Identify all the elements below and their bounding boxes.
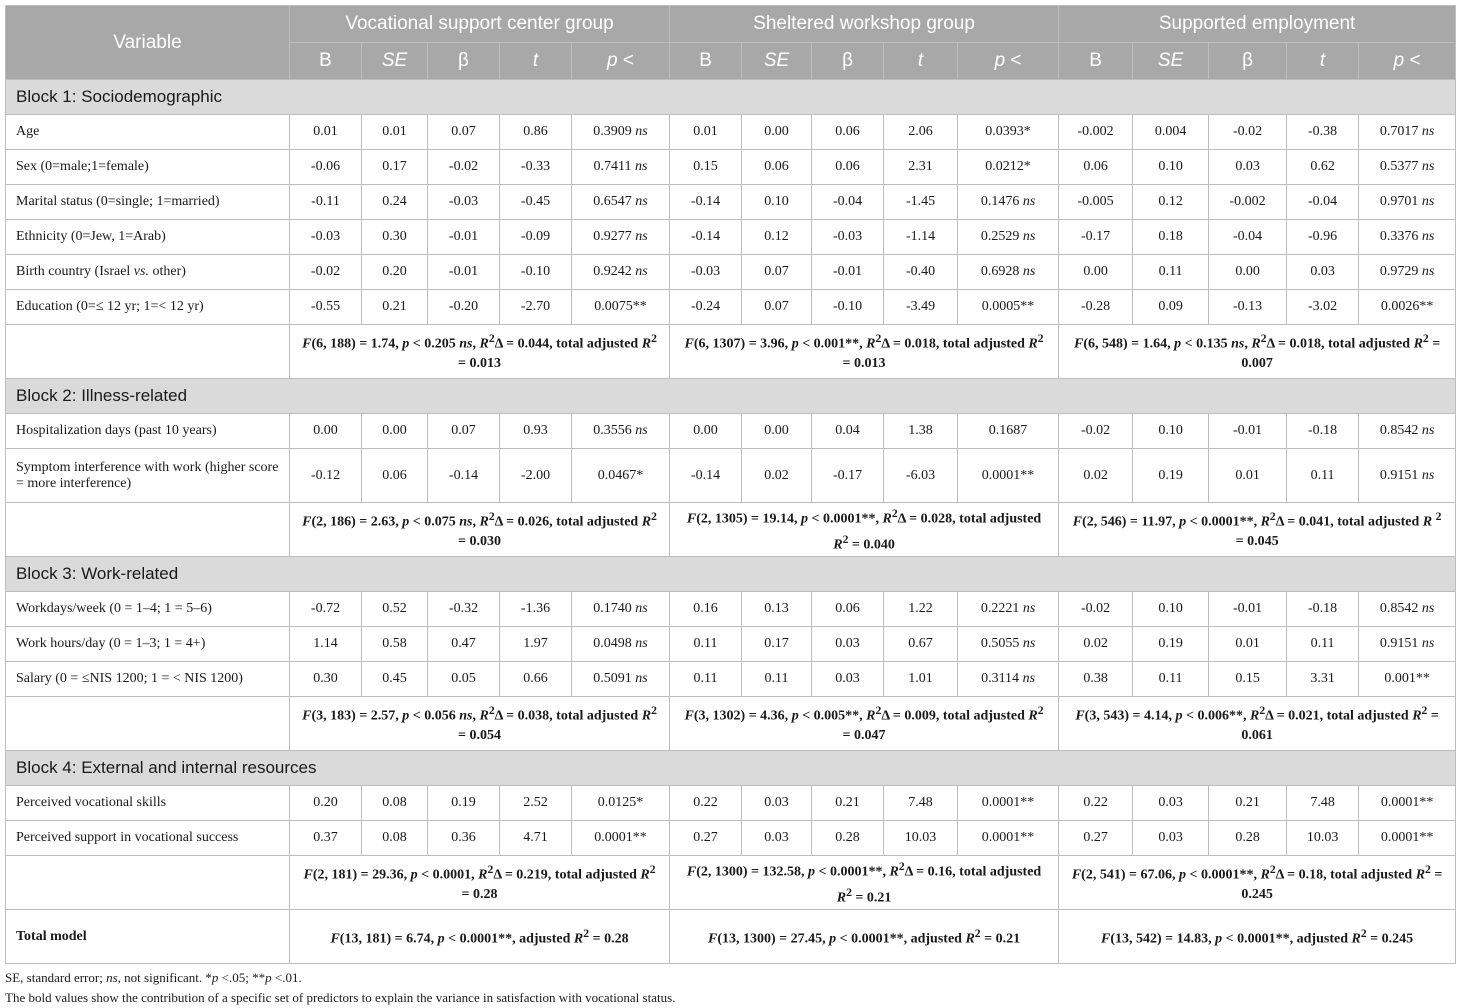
cell-p-group-2: 0.3114 ns xyxy=(958,662,1059,697)
cell-beta-group-2: 0.06 xyxy=(812,150,884,185)
cell-p-group-2: 0.2529 ns xyxy=(958,220,1059,255)
cell-b-group-2: 0.16 xyxy=(670,592,742,627)
cell-beta-group-3: 0.21 xyxy=(1209,786,1287,821)
cell-t-group-2: 7.48 xyxy=(884,786,958,821)
cell-se-group-3: 0.19 xyxy=(1133,449,1209,503)
total-model-group-1: F(13, 181) = 6.74, p < 0.0001**, adjusted $R^2 = 0.28$ xyxy=(290,910,670,964)
cell-se-group-2: 0.06 xyxy=(742,150,812,185)
block-header-row xyxy=(6,751,1456,786)
cell-beta-group-1: -0.03 xyxy=(428,185,500,220)
block-title: Block 1: Sociodemographic xyxy=(6,80,1456,115)
cell-se-group-3: 0.10 xyxy=(1133,592,1209,627)
cell-b-group-2: 0.11 xyxy=(670,662,742,697)
cell-t-group-2: 1.01 xyxy=(884,662,958,697)
cell-t-group-1: 4.71 xyxy=(500,821,572,856)
cell-t-group-1: -0.33 xyxy=(500,150,572,185)
block-summary-row xyxy=(6,503,1456,557)
header-variable: Variable xyxy=(6,6,290,80)
cell-b-group-3: 0.06 xyxy=(1059,150,1133,185)
cell-b-group-3: -0.28 xyxy=(1059,290,1133,325)
cell-se-group-1: 0.45 xyxy=(362,662,428,697)
cell-beta-group-3: -0.002 xyxy=(1209,185,1287,220)
cell-beta-group-2: 0.21 xyxy=(812,786,884,821)
cell-t-group-2: -1.45 xyxy=(884,185,958,220)
cell-b-group-2: -0.03 xyxy=(670,255,742,290)
cell-t-group-3: -0.18 xyxy=(1287,592,1359,627)
summary-empty-cell xyxy=(6,697,290,751)
cell-b-group-3: -0.002 xyxy=(1059,115,1133,150)
block-summary-row xyxy=(6,856,1456,910)
cell-b-group-1: 0.00 xyxy=(290,414,362,449)
cell-p-group-3: 0.0001** xyxy=(1359,821,1456,856)
cell-t-group-3: -0.38 xyxy=(1287,115,1359,150)
cell-p-group-3: 0.5377 ns xyxy=(1359,150,1456,185)
cell-beta-group-2: -0.10 xyxy=(812,290,884,325)
cell-b-group-2: -0.14 xyxy=(670,220,742,255)
row-variable-label: Hospitalization days (past 10 years) xyxy=(6,414,290,449)
cell-beta-group-2: 0.06 xyxy=(812,592,884,627)
cell-se-group-3: 0.12 xyxy=(1133,185,1209,220)
total-model-group-3: F(13, 542) = 14.83, p < 0.0001**, adjusted $R^2 = 0.245$ xyxy=(1059,910,1456,964)
cell-se-group-2: 0.03 xyxy=(742,821,812,856)
cell-p-group-2: 0.0005** xyxy=(958,290,1059,325)
cell-t-group-2: -3.49 xyxy=(884,290,958,325)
cell-b-group-2: 0.27 xyxy=(670,821,742,856)
cell-p-group-1: 0.0125* xyxy=(572,786,670,821)
block-summary-group-3: F(2, 541) = 67.06, p < 0.0001**, $R^2\Delta = 0.18$, total adjusted $R^2 = 0.245$ xyxy=(1059,856,1456,910)
cell-t-group-3: -0.04 xyxy=(1287,185,1359,220)
cell-p-group-3: 0.9151 ns xyxy=(1359,627,1456,662)
summary-empty-cell xyxy=(6,325,290,379)
cell-b-group-2: 0.22 xyxy=(670,786,742,821)
cell-se-group-3: 0.03 xyxy=(1133,821,1209,856)
table-row xyxy=(6,592,1456,627)
cell-p-group-2: 0.0001** xyxy=(958,821,1059,856)
header-group-vocational-support: Vocational support center group xyxy=(290,6,670,43)
cell-beta-group-2: 0.28 xyxy=(812,821,884,856)
cell-b-group-1: -0.02 xyxy=(290,255,362,290)
table-row xyxy=(6,290,1456,325)
cell-beta-group-1: 0.07 xyxy=(428,115,500,150)
cell-b-group-3: 0.38 xyxy=(1059,662,1133,697)
cell-beta-group-1: -0.01 xyxy=(428,255,500,290)
cell-p-group-2: 0.1687 xyxy=(958,414,1059,449)
cell-p-group-1: 0.7411 ns xyxy=(572,150,670,185)
header-stat-b-group-3: B xyxy=(1059,43,1133,80)
cell-p-group-1: 0.6547 ns xyxy=(572,185,670,220)
cell-se-group-1: 0.00 xyxy=(362,414,428,449)
row-variable-label: Workdays/week (0 = 1–4; 1 = 5–6) xyxy=(6,592,290,627)
table-footnotes xyxy=(5,968,1455,1008)
cell-p-group-3: 0.8542 ns xyxy=(1359,414,1456,449)
cell-se-group-3: 0.03 xyxy=(1133,786,1209,821)
cell-b-group-1: -0.72 xyxy=(290,592,362,627)
cell-t-group-2: -0.40 xyxy=(884,255,958,290)
header-stat-t-group-2: t xyxy=(884,43,958,80)
cell-beta-group-2: 0.03 xyxy=(812,627,884,662)
cell-p-group-3: 0.001** xyxy=(1359,662,1456,697)
cell-t-group-3: -0.18 xyxy=(1287,414,1359,449)
block-summary-row xyxy=(6,697,1456,751)
table-row xyxy=(6,449,1456,503)
header-stat-b-group-2: B xyxy=(670,43,742,80)
cell-beta-group-3: -0.13 xyxy=(1209,290,1287,325)
regression-table xyxy=(5,5,1456,964)
cell-t-group-1: 0.66 xyxy=(500,662,572,697)
block-summary-group-1: F(2, 181) = 29.36, p < 0.0001, $R^2\Delta = 0.219$, total adjusted $R^2 = 0.28$ xyxy=(290,856,670,910)
block-summary-group-1: F(2, 186) = 2.63, p < 0.075 ns, $R^2\Delta = 0.026$, total adjusted $R^2 = 0.030$ xyxy=(290,503,670,557)
cell-se-group-1: 0.52 xyxy=(362,592,428,627)
footnote-bold-values: The bold values show the contribution of a specific set of predictors to explain the variance in satisfaction with vocational status. xyxy=(5,990,676,1005)
cell-se-group-2: 0.11 xyxy=(742,662,812,697)
cell-beta-group-1: 0.05 xyxy=(428,662,500,697)
cell-t-group-1: -0.45 xyxy=(500,185,572,220)
cell-b-group-2: 0.11 xyxy=(670,627,742,662)
cell-se-group-2: 0.07 xyxy=(742,290,812,325)
cell-se-group-1: 0.06 xyxy=(362,449,428,503)
cell-beta-group-3: -0.01 xyxy=(1209,592,1287,627)
cell-p-group-2: 0.0212* xyxy=(958,150,1059,185)
cell-p-group-2: 0.0001** xyxy=(958,786,1059,821)
header-stat-se-group-3: SE xyxy=(1133,43,1209,80)
cell-b-group-2: -0.14 xyxy=(670,185,742,220)
cell-p-group-1: 0.0001** xyxy=(572,821,670,856)
cell-p-group-1: 0.9277 ns xyxy=(572,220,670,255)
cell-b-group-1: -0.06 xyxy=(290,150,362,185)
cell-p-group-3: 0.7017 ns xyxy=(1359,115,1456,150)
cell-b-group-1: 0.20 xyxy=(290,786,362,821)
table-row xyxy=(6,627,1456,662)
cell-t-group-2: -6.03 xyxy=(884,449,958,503)
header-stat-b-group-1: B xyxy=(290,43,362,80)
cell-b-group-3: 0.27 xyxy=(1059,821,1133,856)
table-row xyxy=(6,255,1456,290)
cell-se-group-3: 0.18 xyxy=(1133,220,1209,255)
cell-beta-group-3: 0.28 xyxy=(1209,821,1287,856)
header-stat-beta-group-1: β xyxy=(428,43,500,80)
cell-se-group-2: 0.02 xyxy=(742,449,812,503)
cell-b-group-2: 0.00 xyxy=(670,414,742,449)
cell-t-group-1: 2.52 xyxy=(500,786,572,821)
cell-t-group-1: -1.36 xyxy=(500,592,572,627)
cell-se-group-1: 0.08 xyxy=(362,821,428,856)
row-variable-label: Perceived support in vocational success xyxy=(6,821,290,856)
block-summary-group-2: F(2, 1300) = 132.58, p < 0.0001**, $R^2\Delta = 0.16$, total adjusted $R^2 = 0.21$ xyxy=(670,856,1059,910)
cell-beta-group-1: -0.20 xyxy=(428,290,500,325)
cell-beta-group-1: -0.01 xyxy=(428,220,500,255)
block-header-row xyxy=(6,379,1456,414)
cell-beta-group-1: 0.19 xyxy=(428,786,500,821)
block-title: Block 2: Illness-related xyxy=(6,379,1456,414)
cell-b-group-1: 0.30 xyxy=(290,662,362,697)
cell-p-group-1: 0.3556 ns xyxy=(572,414,670,449)
table-row xyxy=(6,185,1456,220)
cell-p-group-1: 0.0498 ns xyxy=(572,627,670,662)
block-header-row xyxy=(6,557,1456,592)
table-row xyxy=(6,414,1456,449)
block-summary-group-2: F(6, 1307) = 3.96, p < 0.001**, $R^2\Delta = 0.018$, total adjusted $R^2 = 0.013$ xyxy=(670,325,1059,379)
row-variable-label: Sex (0=male;1=female) xyxy=(6,150,290,185)
cell-t-group-3: -3.02 xyxy=(1287,290,1359,325)
cell-beta-group-3: -0.01 xyxy=(1209,414,1287,449)
cell-p-group-1: 0.3909 ns xyxy=(572,115,670,150)
cell-t-group-2: -1.14 xyxy=(884,220,958,255)
cell-b-group-3: 0.02 xyxy=(1059,627,1133,662)
cell-p-group-2: 0.0001** xyxy=(958,449,1059,503)
total-model-label: Total model xyxy=(6,910,290,964)
cell-p-group-1: 0.5091 ns xyxy=(572,662,670,697)
cell-p-group-3: 0.3376 ns xyxy=(1359,220,1456,255)
header-stat-p-group-2: p < xyxy=(958,43,1059,80)
cell-b-group-2: -0.24 xyxy=(670,290,742,325)
cell-b-group-3: -0.02 xyxy=(1059,414,1133,449)
header-row-groups xyxy=(6,6,1456,43)
cell-p-group-1: 0.1740 ns xyxy=(572,592,670,627)
cell-t-group-1: 0.86 xyxy=(500,115,572,150)
cell-t-group-2: 10.03 xyxy=(884,821,958,856)
cell-se-group-2: 0.03 xyxy=(742,786,812,821)
cell-b-group-3: 0.22 xyxy=(1059,786,1133,821)
cell-se-group-2: 0.00 xyxy=(742,414,812,449)
cell-se-group-2: 0.17 xyxy=(742,627,812,662)
row-variable-label: Salary (0 = ≤NIS 1200; 1 = < NIS 1200) xyxy=(6,662,290,697)
cell-beta-group-3: 0.00 xyxy=(1209,255,1287,290)
cell-beta-group-3: 0.15 xyxy=(1209,662,1287,697)
cell-se-group-1: 0.58 xyxy=(362,627,428,662)
row-variable-label: Symptom interference with work (higher score = more interference) xyxy=(6,449,290,503)
row-variable-label: Education (0=≤ 12 yr; 1=< 12 yr) xyxy=(6,290,290,325)
cell-se-group-1: 0.08 xyxy=(362,786,428,821)
header-stat-se-group-1: SE xyxy=(362,43,428,80)
summary-empty-cell xyxy=(6,856,290,910)
cell-se-group-3: 0.11 xyxy=(1133,255,1209,290)
summary-empty-cell xyxy=(6,503,290,557)
block-title: Block 3: Work-related xyxy=(6,557,1456,592)
cell-b-group-1: 1.14 xyxy=(290,627,362,662)
cell-b-group-3: -0.005 xyxy=(1059,185,1133,220)
cell-se-group-1: 0.01 xyxy=(362,115,428,150)
header-group-sheltered-workshop: Sheltered workshop group xyxy=(670,6,1059,43)
block-summary-group-3: F(2, 546) = 11.97, p < 0.0001**, $R^2\Delta = 0.041$, total adjusted R $^2$ = 0.045 xyxy=(1059,503,1456,557)
cell-beta-group-1: -0.14 xyxy=(428,449,500,503)
cell-p-group-1: 0.9242 ns xyxy=(572,255,670,290)
table-row xyxy=(6,220,1456,255)
table-body xyxy=(6,80,1456,964)
row-variable-label: Ethnicity (0=Jew, 1=Arab) xyxy=(6,220,290,255)
cell-t-group-3: 3.31 xyxy=(1287,662,1359,697)
header-group-supported-employment: Supported employment xyxy=(1059,6,1456,43)
table-row xyxy=(6,786,1456,821)
cell-p-group-2: 0.0393* xyxy=(958,115,1059,150)
cell-p-group-3: 0.0001** xyxy=(1359,786,1456,821)
cell-b-group-1: -0.03 xyxy=(290,220,362,255)
cell-t-group-3: 0.62 xyxy=(1287,150,1359,185)
cell-beta-group-1: -0.02 xyxy=(428,150,500,185)
cell-beta-group-2: -0.01 xyxy=(812,255,884,290)
cell-t-group-2: 1.22 xyxy=(884,592,958,627)
header-stat-se-group-2: SE xyxy=(742,43,812,80)
cell-se-group-2: 0.07 xyxy=(742,255,812,290)
cell-beta-group-1: 0.07 xyxy=(428,414,500,449)
row-variable-label: Work hours/day (0 = 1–3; 1 = 4+) xyxy=(6,627,290,662)
cell-b-group-1: -0.11 xyxy=(290,185,362,220)
cell-b-group-3: 0.00 xyxy=(1059,255,1133,290)
cell-p-group-1: 0.0075** xyxy=(572,290,670,325)
table-row xyxy=(6,150,1456,185)
block-summary-group-3: F(3, 543) = 4.14, p < 0.006**, $R^2\Delta = 0.021$, total adjusted $R^2 = 0.061$ xyxy=(1059,697,1456,751)
cell-t-group-3: 0.03 xyxy=(1287,255,1359,290)
cell-t-group-1: 0.93 xyxy=(500,414,572,449)
cell-se-group-2: 0.12 xyxy=(742,220,812,255)
cell-t-group-3: 10.03 xyxy=(1287,821,1359,856)
table-row xyxy=(6,821,1456,856)
cell-t-group-3: 0.11 xyxy=(1287,627,1359,662)
cell-b-group-2: 0.15 xyxy=(670,150,742,185)
cell-beta-group-2: 0.06 xyxy=(812,115,884,150)
cell-b-group-1: 0.37 xyxy=(290,821,362,856)
cell-beta-group-2: -0.17 xyxy=(812,449,884,503)
cell-t-group-3: 0.11 xyxy=(1287,449,1359,503)
cell-t-group-2: 1.38 xyxy=(884,414,958,449)
cell-se-group-1: 0.21 xyxy=(362,290,428,325)
cell-p-group-2: 0.6928 ns xyxy=(958,255,1059,290)
cell-beta-group-2: 0.04 xyxy=(812,414,884,449)
block-summary-row xyxy=(6,325,1456,379)
cell-p-group-3: 0.8542 ns xyxy=(1359,592,1456,627)
cell-t-group-1: -2.00 xyxy=(500,449,572,503)
cell-se-group-1: 0.17 xyxy=(362,150,428,185)
cell-beta-group-3: 0.01 xyxy=(1209,449,1287,503)
cell-b-group-3: -0.02 xyxy=(1059,592,1133,627)
header-stat-beta-group-2: β xyxy=(812,43,884,80)
header-stat-beta-group-3: β xyxy=(1209,43,1287,80)
cell-b-group-1: -0.12 xyxy=(290,449,362,503)
header-stat-t-group-1: t xyxy=(500,43,572,80)
cell-b-group-2: 0.01 xyxy=(670,115,742,150)
cell-p-group-3: 0.9701 ns xyxy=(1359,185,1456,220)
cell-p-group-3: 0.9729 ns xyxy=(1359,255,1456,290)
cell-p-group-2: 0.2221 ns xyxy=(958,592,1059,627)
table-row xyxy=(6,662,1456,697)
table-row xyxy=(6,115,1456,150)
block-summary-group-3: F(6, 548) = 1.64, p < 0.135 ns, $R^2\Delta = 0.018$, total adjusted $R^2 = 0.007$ xyxy=(1059,325,1456,379)
cell-t-group-2: 2.31 xyxy=(884,150,958,185)
cell-se-group-2: 0.10 xyxy=(742,185,812,220)
cell-t-group-2: 2.06 xyxy=(884,115,958,150)
header-stat-t-group-3: t xyxy=(1287,43,1359,80)
block-title: Block 4: External and internal resources xyxy=(6,751,1456,786)
cell-se-group-3: 0.004 xyxy=(1133,115,1209,150)
total-model-group-2: F(13, 1300) = 27.45, p < 0.0001**, adjusted $R^2 = 0.21$ xyxy=(670,910,1059,964)
row-variable-label: Age xyxy=(6,115,290,150)
block-summary-group-1: F(6, 188) = 1.74, p < 0.205 ns, $R^2\Delta = 0.044$, total adjusted $R^2 = 0.013$ xyxy=(290,325,670,379)
block-header-row xyxy=(6,80,1456,115)
cell-p-group-3: 0.9151 ns xyxy=(1359,449,1456,503)
footnote-abbreviations: SE, standard error; ns, not significant. *p <.05; **p <.01. xyxy=(5,970,302,985)
cell-se-group-3: 0.10 xyxy=(1133,150,1209,185)
cell-b-group-2: -0.14 xyxy=(670,449,742,503)
cell-t-group-1: -0.09 xyxy=(500,220,572,255)
cell-p-group-1: 0.0467* xyxy=(572,449,670,503)
cell-beta-group-1: 0.47 xyxy=(428,627,500,662)
row-variable-label: Marital status (0=single; 1=married) xyxy=(6,185,290,220)
cell-t-group-3: -0.96 xyxy=(1287,220,1359,255)
cell-t-group-1: -0.10 xyxy=(500,255,572,290)
total-model-row xyxy=(6,910,1456,964)
cell-beta-group-2: -0.03 xyxy=(812,220,884,255)
cell-se-group-1: 0.24 xyxy=(362,185,428,220)
row-variable-label: Perceived vocational skills xyxy=(6,786,290,821)
cell-b-group-1: -0.55 xyxy=(290,290,362,325)
cell-beta-group-2: 0.03 xyxy=(812,662,884,697)
cell-beta-group-3: -0.04 xyxy=(1209,220,1287,255)
cell-t-group-1: 1.97 xyxy=(500,627,572,662)
cell-t-group-2: 0.67 xyxy=(884,627,958,662)
header-stat-p-group-3: p < xyxy=(1359,43,1456,80)
block-summary-group-1: F(3, 183) = 2.57, p < 0.056 ns, $R^2\Delta = 0.038$, total adjusted $R^2 = 0.054$ xyxy=(290,697,670,751)
cell-beta-group-3: 0.01 xyxy=(1209,627,1287,662)
cell-se-group-3: 0.19 xyxy=(1133,627,1209,662)
header-stat-p-group-1: p < xyxy=(572,43,670,80)
cell-p-group-3: 0.0026** xyxy=(1359,290,1456,325)
cell-t-group-3: 7.48 xyxy=(1287,786,1359,821)
cell-b-group-3: 0.02 xyxy=(1059,449,1133,503)
cell-beta-group-1: -0.32 xyxy=(428,592,500,627)
cell-p-group-2: 0.1476 ns xyxy=(958,185,1059,220)
cell-se-group-1: 0.20 xyxy=(362,255,428,290)
cell-se-group-2: 0.00 xyxy=(742,115,812,150)
cell-b-group-3: -0.17 xyxy=(1059,220,1133,255)
cell-se-group-2: 0.13 xyxy=(742,592,812,627)
regression-table-container xyxy=(5,5,1455,964)
cell-se-group-3: 0.11 xyxy=(1133,662,1209,697)
cell-beta-group-1: 0.36 xyxy=(428,821,500,856)
cell-beta-group-3: -0.02 xyxy=(1209,115,1287,150)
block-summary-group-2: F(2, 1305) = 19.14, p < 0.0001**, $R^2\Delta = 0.028$, total adjusted $R^2 = 0.040$ xyxy=(670,503,1059,557)
cell-p-group-2: 0.5055 ns xyxy=(958,627,1059,662)
cell-se-group-3: 0.10 xyxy=(1133,414,1209,449)
cell-beta-group-3: 0.03 xyxy=(1209,150,1287,185)
cell-b-group-1: 0.01 xyxy=(290,115,362,150)
cell-se-group-3: 0.09 xyxy=(1133,290,1209,325)
cell-beta-group-2: -0.04 xyxy=(812,185,884,220)
cell-se-group-1: 0.30 xyxy=(362,220,428,255)
row-variable-label: Birth country (Israel vs. other) xyxy=(6,255,290,290)
block-summary-group-2: F(3, 1302) = 4.36, p < 0.005**, $R^2\Delta = 0.009$, total adjusted $R^2 = 0.047$ xyxy=(670,697,1059,751)
cell-t-group-1: -2.70 xyxy=(500,290,572,325)
